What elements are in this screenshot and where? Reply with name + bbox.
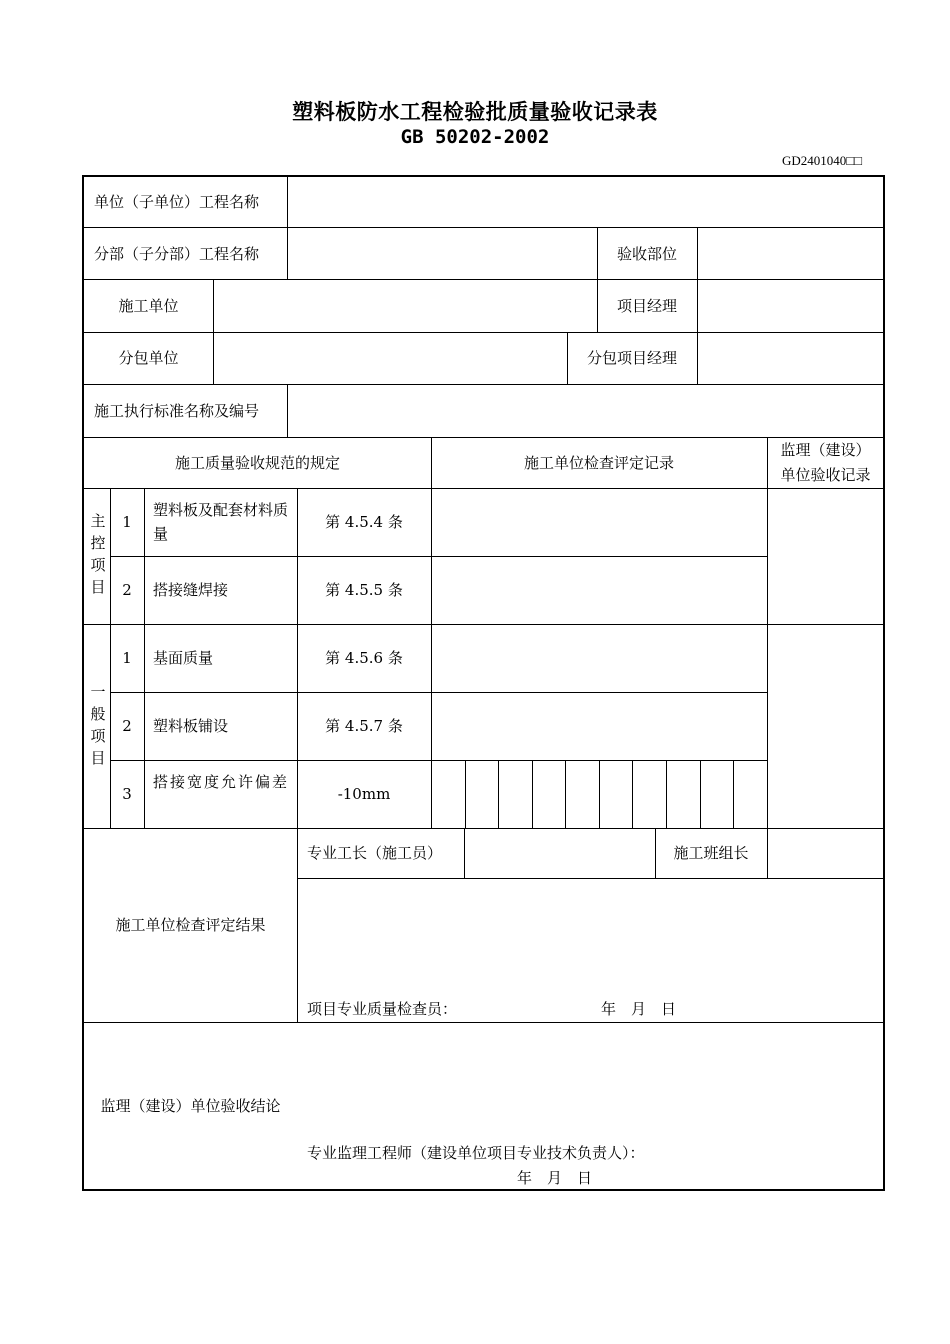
unit-project-label: 单位（子单位）工程名称: [94, 193, 260, 211]
general-item-2-clause: 第 4.5.7 条: [325, 717, 403, 735]
supervision-conclusion-label: 监理（建设）单位验收结论: [100, 1097, 281, 1115]
result-date-label: 年 月 日: [601, 1000, 677, 1018]
main-item-1-number: 1: [122, 513, 132, 531]
supervision-engineer-label: 专业监理工程师（建设单位项目专业技术负责人）：: [307, 1144, 645, 1162]
general-item-1-clause: 第 4.5.6 条: [325, 649, 403, 667]
general-item-1-number: 1: [122, 649, 132, 667]
main-item-1-name: 塑料板及配套材料质量: [153, 501, 289, 543]
sub-project-label: 分部（子分部）工程名称: [94, 245, 260, 263]
team-leader-label: 施工班组长: [673, 844, 749, 862]
inspection-form-table: [82, 175, 885, 1191]
subcontract-manager-label: 分包项目经理: [586, 349, 677, 367]
general-item-3-name: 搭接宽度允许偏差: [153, 773, 290, 791]
check-record-column-header: 施工单位检查评定记录: [523, 454, 674, 472]
project-manager-label: 项目经理: [616, 297, 677, 315]
supervision-column-header-line1: 监理（建设）: [780, 441, 871, 459]
general-item-2-name: 塑料板铺设: [153, 717, 229, 735]
form-code: GD2401040□□: [782, 153, 862, 168]
conclusion-date-label: 年 月 日: [517, 1169, 593, 1187]
foreman-label: 专业工长（施工员）: [307, 844, 443, 862]
form-title: 塑料板防水工程检验批质量验收记录表: [292, 100, 658, 124]
subcontract-unit-label: 分包单位: [118, 349, 179, 367]
construction-unit-label: 施工单位: [118, 297, 179, 315]
spec-column-header: 施工质量验收规范的规定: [174, 454, 340, 472]
main-items-group-label: 主 控 项 目: [90, 512, 106, 596]
general-items-group-label: 一 般 项 目: [90, 683, 106, 767]
general-item-1-name: 基面质量: [153, 649, 214, 667]
standard-name-label: 施工执行标准名称及编号: [94, 402, 260, 420]
general-item-2-number: 2: [122, 717, 132, 735]
general-item-3-clause: -10mm: [337, 785, 391, 803]
main-item-2-clause: 第 4.5.5 条: [325, 581, 403, 599]
standard-number: GB 50202-2002: [400, 126, 550, 148]
check-result-label: 施工单位检查评定结果: [115, 916, 266, 934]
quality-inspector-label: 项目专业质量检查员：: [307, 1000, 458, 1018]
supervision-column-header-line2: 单位验收记录: [780, 466, 871, 484]
main-item-2-name: 搭接缝焊接: [153, 581, 229, 599]
acceptance-part-label: 验收部位: [616, 245, 677, 263]
general-item-3-number: 3: [122, 785, 132, 803]
main-item-1-clause: 第 4.5.4 条: [325, 513, 403, 531]
main-item-2-number: 2: [122, 581, 132, 599]
